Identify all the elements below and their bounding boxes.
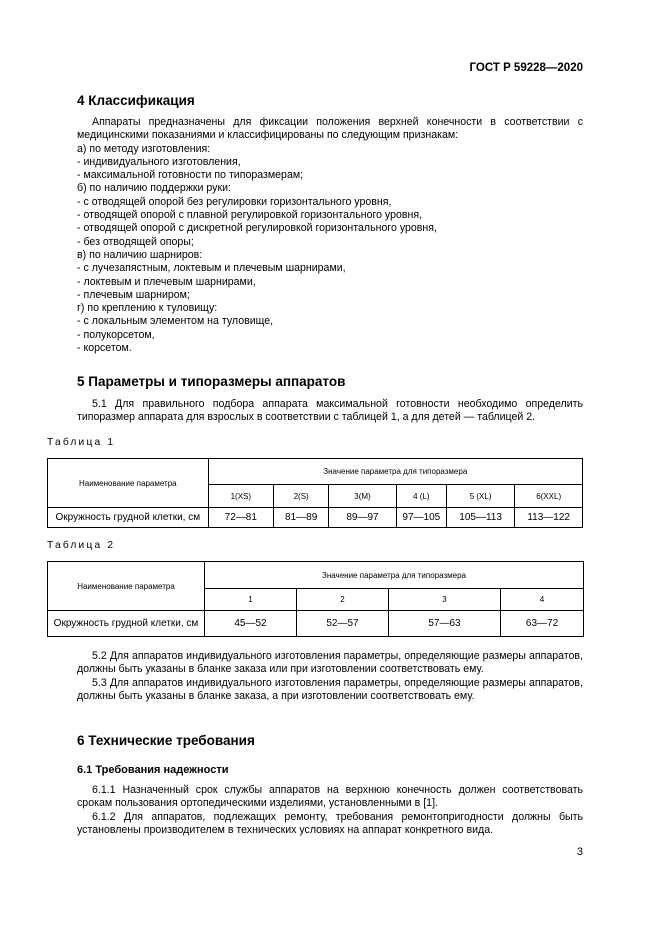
table-1 <box>47 458 583 528</box>
table-2-size: 2 <box>297 589 389 611</box>
paragraph-6-1-2: 6.1.2 Для аппаратов, подлежащих ремонту, требования ремонтопригодности должны быть установлены производителем в технических условиях на аппарат конкретного вида. <box>77 810 583 836</box>
list-line: - локтевым и плечевым шарнирами, <box>77 275 256 288</box>
section-4-intro: Аппараты предназначены для фиксации положения верхней конечности в соответствии с медицинскими показаниями и классифицированы по следующим признакам: <box>77 116 583 142</box>
list-line: - отводящей опорой с плавной регулировкой горизонтального уровня, <box>77 209 423 222</box>
table-1-value: 72—81 <box>208 508 273 528</box>
table-1-caption: Таблица 1 <box>47 437 116 448</box>
table-2 <box>47 561 584 637</box>
list-line: - плечевым шарниром; <box>77 288 190 301</box>
list-line: - без отводящей опоры; <box>77 235 194 248</box>
section-6-body <box>77 784 583 837</box>
table-1-size: 4 (L) <box>396 485 446 508</box>
table-1-size: 1(XS) <box>208 485 273 508</box>
section-4-body <box>77 116 583 355</box>
table-1-value: 97—105 <box>396 508 446 528</box>
table-2-size: 1 <box>205 589 297 611</box>
table-2-size: 3 <box>389 589 501 611</box>
table-1-size: 5 (XL) <box>446 485 515 508</box>
paragraph-5-2: 5.2 Для аппаратов индивидуального изготовления параметры, определяющие размеры аппаратов, должны быть указаны в бланке заказа или при изготовлении соответствовать ему. <box>77 650 583 676</box>
table-1-value: 81—89 <box>274 508 329 528</box>
section-5-title: 5 Параметры и типоразмеры аппаратов <box>77 374 346 389</box>
table-2-value: 57—63 <box>389 611 501 637</box>
paragraph-5-3: 5.3 Для аппаратов индивидуального изготовления параметры, определяющие размеры аппаратов, должны быть указаны в бланке заказа, а при изготовлении соответствовать ему. <box>77 676 583 702</box>
page-number: 3 <box>576 846 583 858</box>
section-6-title: 6 Технические требования <box>77 733 255 748</box>
table-2-caption: Таблица 2 <box>47 540 116 551</box>
table-1-value-header: Значение параметра для типоразмера <box>208 459 582 485</box>
table-1-value: 105—113 <box>446 508 515 528</box>
list-line: г) по креплению к туловищу: <box>77 302 218 315</box>
list-line: а) по методу изготовления: <box>77 142 211 155</box>
list-line: - с локальным элементом на туловище, <box>77 315 274 328</box>
list-line: - с лучезапястным, локтевым и плечевым шарнирами, <box>77 262 346 275</box>
paragraphs-5-2-5-3 <box>77 650 583 703</box>
list-line: б) по наличию поддержки руки: <box>77 182 231 195</box>
list-line: - максимальной готовности по типоразмерам; <box>77 169 304 182</box>
subsection-6-1-title: 6.1 Требования надежности <box>77 764 229 776</box>
table-1-value: 113—122 <box>515 508 583 528</box>
paragraph-6-1-1: 6.1.1 Назначенный срок службы аппаратов на верхнюю конечность должен соответствовать срокам пользования ортопедическими изделиями, установленными в [1]. <box>77 784 583 810</box>
table-2-row-label: Окружность грудной клетки, см <box>48 611 205 637</box>
table-1-size: 3(M) <box>329 485 397 508</box>
list-line: - с отводящей опорой без регулировки горизонтального уровня, <box>77 195 392 208</box>
table-2-value-header: Значение параметра для типоразмера <box>205 562 584 589</box>
table-2-value: 45—52 <box>205 611 297 637</box>
table-2-value: 63—72 <box>501 611 584 637</box>
table-2-param-header: Наименование параметра <box>48 562 205 611</box>
section-4-title: 4 Классификация <box>77 93 195 108</box>
table-1-value: 89—97 <box>329 508 397 528</box>
list-line: - индивидуального изготовления, <box>77 155 241 168</box>
document-code: ГОСТ Р 59228—2020 <box>469 62 583 74</box>
table-1-row-label: Окружность грудной клетки, см <box>48 508 209 528</box>
list-line: - корсетом. <box>77 342 132 355</box>
table-1-param-header: Наименование параметра <box>48 459 209 508</box>
list-line: в) по наличию шарниров: <box>77 248 203 261</box>
table-2-value: 52—57 <box>297 611 389 637</box>
paragraph-5-1: 5.1 Для правильного подбора аппарата максимальной готовности необходимо определить типоразмер аппарата для взрослых в соответствии с таблицей 1, а для детей — таблицей 2. <box>77 398 583 424</box>
list-line: - отводящей опорой с дискретной регулировкой горизонтального уровня, <box>77 222 437 235</box>
table-1-size: 6(XXL) <box>515 485 583 508</box>
table-2-size: 4 <box>501 589 584 611</box>
list-line: - полукорсетом, <box>77 328 155 341</box>
table-1-size: 2(S) <box>274 485 329 508</box>
